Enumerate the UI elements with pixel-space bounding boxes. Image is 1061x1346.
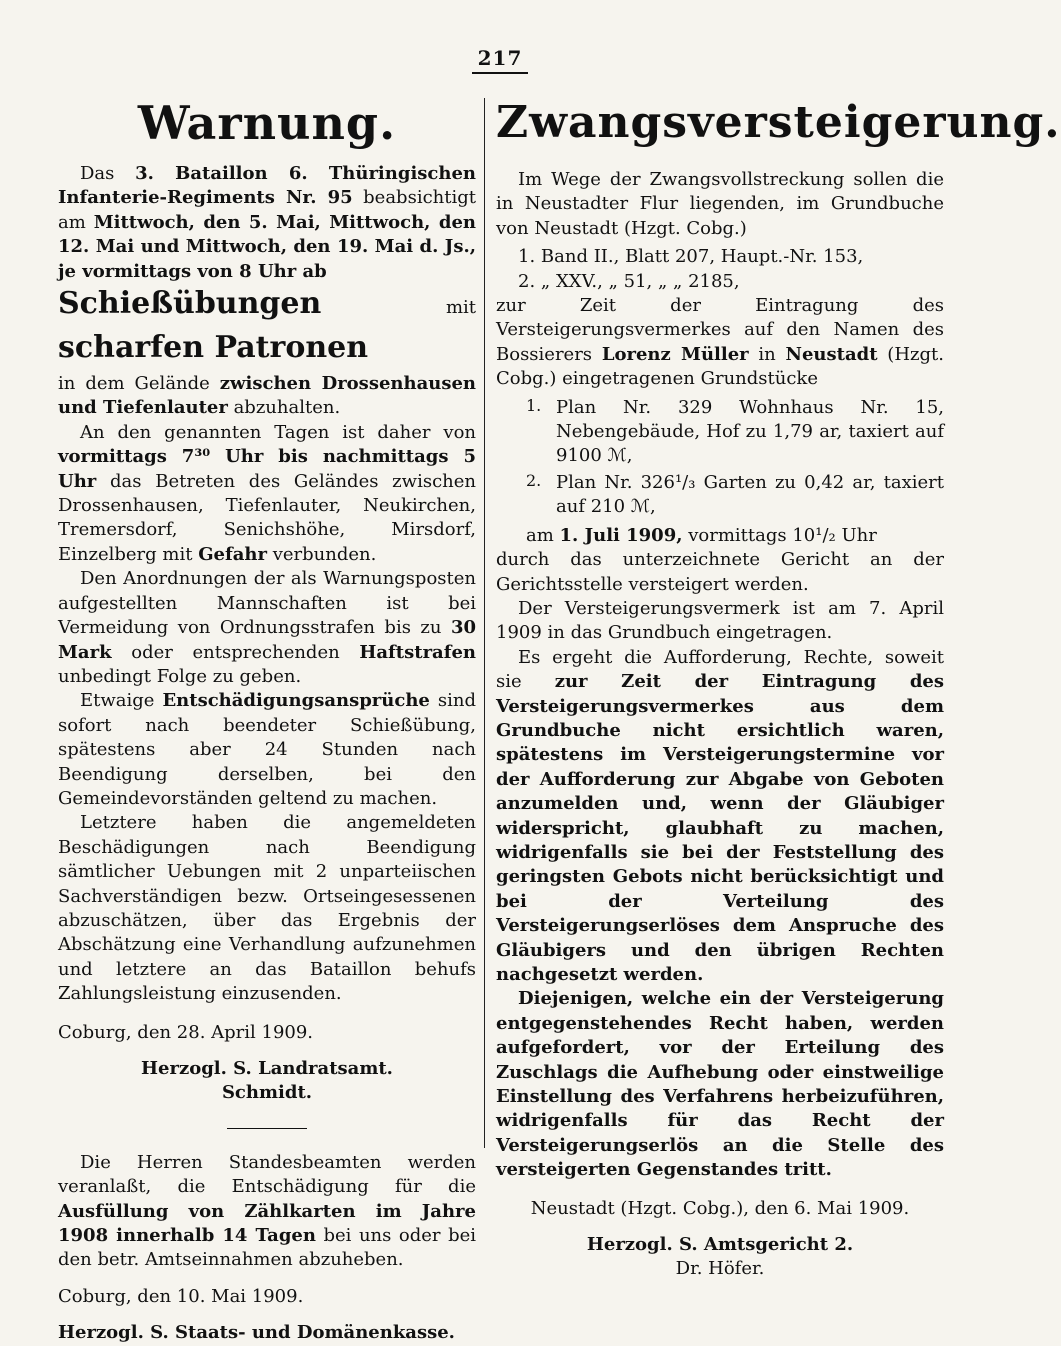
auction-date: am 1. Juli 1909, vormittags 10¹/₂ Uhr [526, 524, 877, 546]
auction-signature-name: Dr. Höfer. [675, 1258, 765, 1280]
auction-signature-office: Herzogl. S. Amtsgericht 2. [586, 1234, 854, 1256]
auction-item-2: 2. „ XXV., „ 51, „ „ 2185, [518, 270, 740, 292]
auction-paragraph-3: durch das unterzeichnete Gericht an der Gerichtsstelle versteigert werden. [496, 549, 944, 595]
notice-paragraph: Die Herren Standesbeamten werden veranlaßt, die Entschädigung für die Ausfüllung von Zählkarten im Jahre 1908 innerhalb 14 Tagen bei uns oder bei den betr. Amtseinnahmen abzuheben. [58, 1151, 476, 1271]
column-divider [484, 98, 485, 1148]
notice-signature: Herzogl. S. Staats- und Domänenkasse. [58, 1322, 455, 1344]
warning-title: Warnung. [137, 96, 397, 150]
warning-paragraph-6: Letztere haben die angemeldeten Beschädigungen nach Beendigung sämtlicher Uebungen mit 2 unparteiischen Sachverständigen bezw. Ortseingesessenen abzuschätzen, über das Ergebnis der Abschätzung eine Verhandlung aufzunehmen und letztere an das Bataillon behufs Zahlungsleistung einzusenden. [58, 812, 476, 1005]
warning-paragraph-1: Das 3. Bataillon 6. Thüringischen Infanterie-Regiments Nr. 95 beabsichtigt am Mittwoch, den 5. Mai, Mittwoch, den 12. Mai und Mittwoch, den 19. Mai d. Js., je vormittags von 8 Uhr ab [58, 163, 477, 282]
plan-item-1: 1. Plan Nr. 329 Wohnhaus Nr. 15, Nebengebäude, Hof zu 1,79 ar, taxiert auf 9100 ℳ, [526, 395, 944, 467]
warning-paragraph-2: in dem Gelände zwischen Drossenhausen und Tiefenlauter abzuhalten. [58, 373, 476, 419]
page-number: 217 [0, 46, 1000, 70]
auction-paragraph-4: Der Versteigerungsvermerk ist am 7. April 1909 in das Grundbuch eingetragen. [496, 597, 944, 644]
right-column [496, 92, 1061, 1282]
warning-signature-office: Herzogl. S. Landratsamt. [141, 1058, 393, 1079]
warning-headline: Schießübungen mit scharfen Patronen [58, 286, 476, 366]
plan-item-2: 2. Plan Nr. 326¹/₃ Garten zu 0,42 ar, taxiert auf 210 ℳ, [526, 470, 944, 518]
warning-paragraph-3: An den genannten Tagen ist daher von vormittags 7³⁰ Uhr bis nachmittags 5 Uhr das Betreten des Geländes zwischen Drossenhausen, Tiefenlauter, Neukirchen, Tremersdorf, Senichshöhe, Mirsdorf, Einzelberg mit Gefahr verbunden. [58, 421, 476, 565]
auction-paragraph-5: Es ergeht die Aufforderung, Rechte, soweit sie zur Zeit der Eintragung des Versteigerungsvermerkes aus dem Grundbuche nicht ersichtlich waren, spätestens im Versteigerungstermine vor der Aufforderung zur Abgabe von Geboten anzumelden und, wenn der Gläubiger widerspricht, glaubhaft zu machen, widrigenfalls sie bei der Feststellung des geringsten Gebots nicht berücksichtigt und bei der Verteilung des Versteigerungserlöses dem Anspruche des Gläubigers und den übrigen Rechten nachgesetzt werden. [496, 646, 944, 985]
left-column [58, 92, 476, 1346]
notice-place-date: Coburg, den 10. Mai 1909. [58, 1285, 304, 1307]
warning-place-date: Coburg, den 28. April 1909. [58, 1021, 314, 1043]
warning-paragraph-5: Etwaige Entschädigungsansprüche sind sofort nach beendeter Schießübung, spätestens aber 24 Stunden nach Beendigung derselben, bei den Gemeindevorständen geltend zu machen. [58, 690, 476, 809]
auction-paragraph-6: Diejenigen, welche ein der Versteigerung entgegenstehendes Recht haben, werden aufgefordert, vor der Erteilung des Zuschlags die Aufhebung oder einstweilige Einstellung des Verfahrens herbeizuführen, widrigenfalls für das Recht der Versteigerungserlös an die Stelle des versteigerten Gegenstandes tritt. [496, 988, 944, 1181]
auction-place-date: Neustadt (Hzgt. Cobg.), den 6. Mai 1909. [530, 1197, 910, 1219]
warning-signature-name: Schmidt. [221, 1082, 313, 1104]
auction-item-1: 1. Band II., Blatt 207, Haupt.-Nr. 153, [518, 246, 864, 268]
warning-paragraph-4: Den Anordnungen der als Warnungsposten aufgestellten Mannschaften ist bei Vermeidung von Ordnungsstrafen bis zu 30 Mark oder entsprechenden Haftstrafen unbedingt Folge zu geben. [58, 568, 476, 687]
section-rule [227, 1128, 307, 1129]
auction-paragraph-1: Im Wege der Zwangsvollstreckung sollen die in Neustadter Flur liegenden, im Grundbuche von Neustadt (Hzgt. Cobg.) [496, 169, 944, 239]
auction-paragraph-2: zur Zeit der Eintragung des Versteigerungsvermerkes auf den Namen des Bossierers Lorenz Müller in Neustadt (Hzgt. Cobg.) eingetragenen Grundstücke [496, 295, 944, 390]
auction-title: Zwangsversteigerung. [496, 97, 1061, 148]
